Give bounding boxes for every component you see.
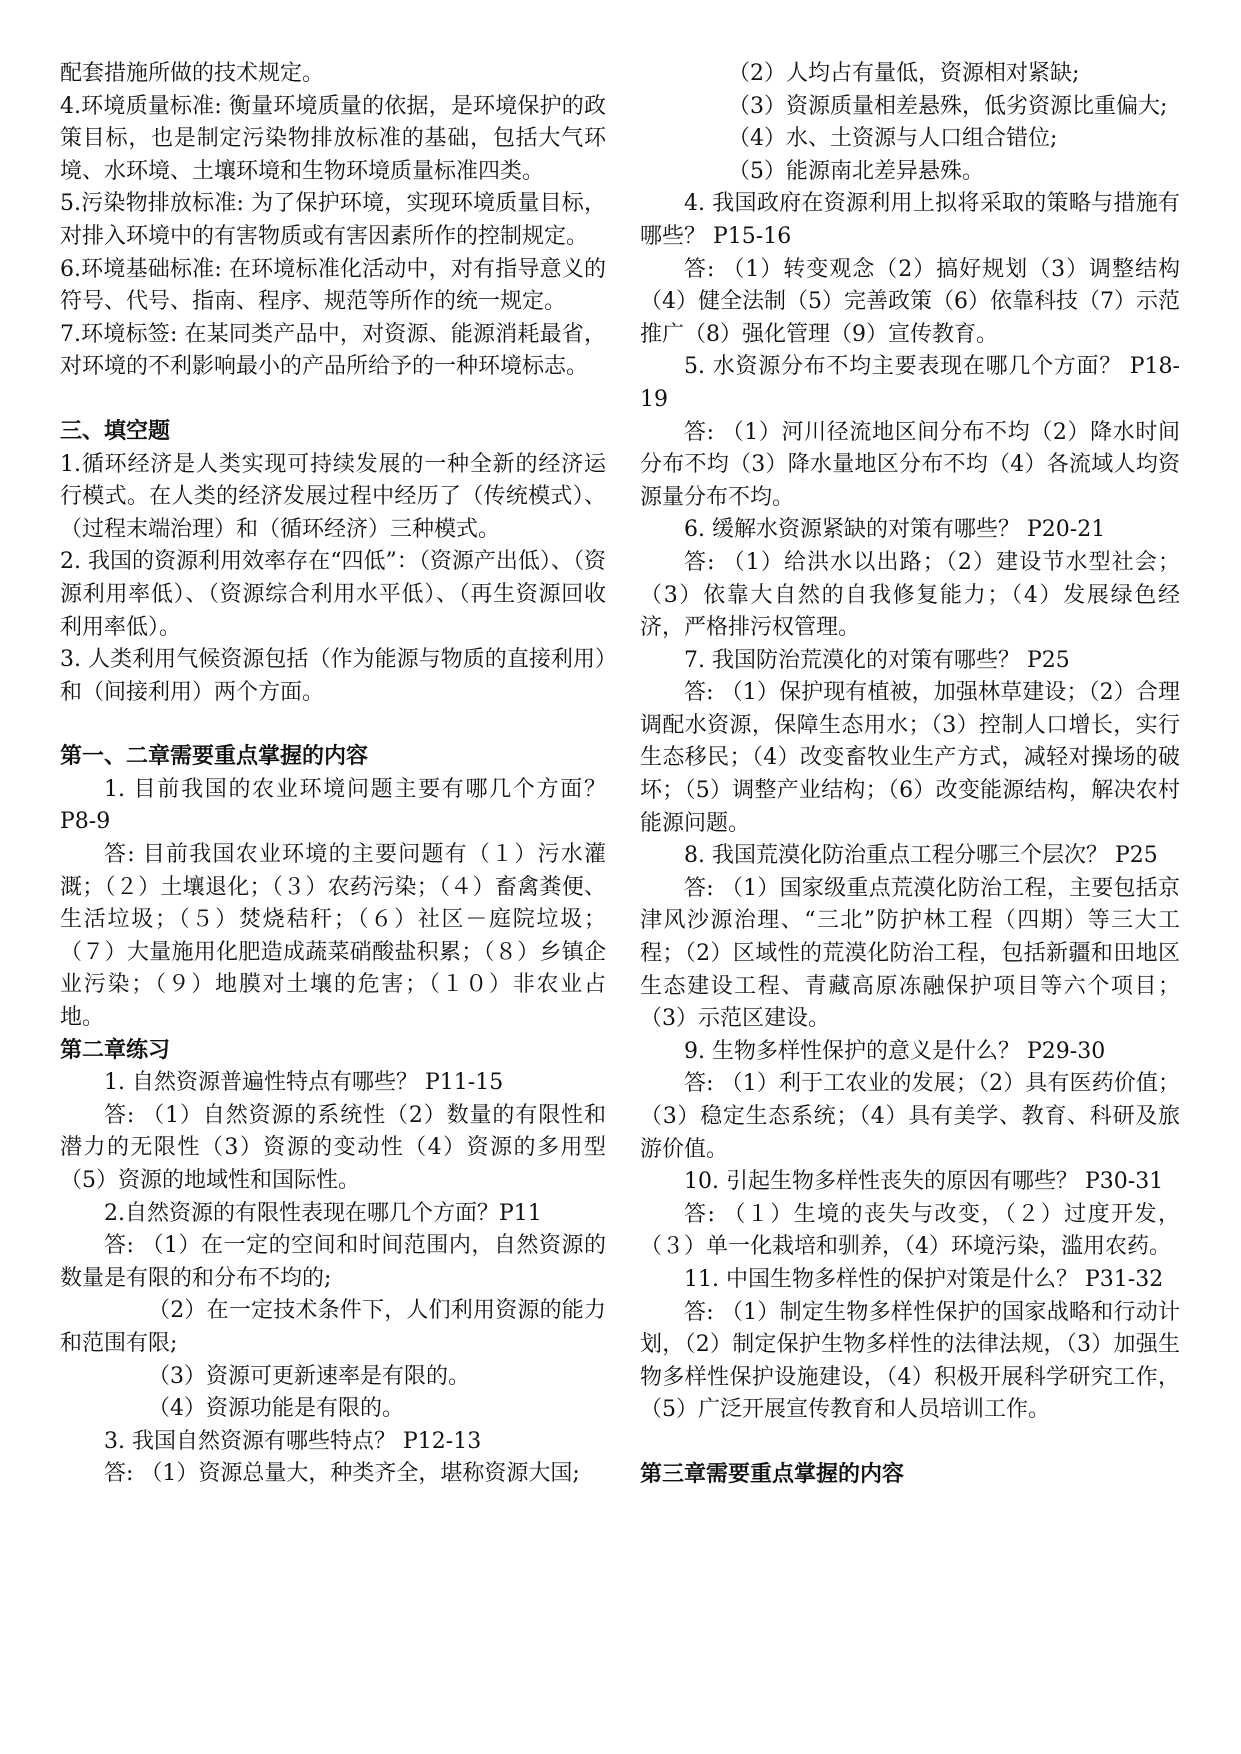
paragraph: （3）资源可更新速率是有限的。 <box>148 1363 470 1389</box>
paragraph: 答: （1）资源总量大，种类齐全，堪称资源大国; <box>104 1461 580 1487</box>
paragraph: 3. 人类利用气候资源包括（作为能源与物质的直接利用）和（间接利用）两个方面。 <box>60 647 606 705</box>
paragraph: （5）能源南北差异悬殊。 <box>728 158 984 184</box>
paragraph: 4.环境质量标准: 衡量环境质量的依据，是环境保护的政策目标，也是制定污染物排放标准的基础，包括大气环境、水环境、土壤环境和生物环境质量标准四类。 <box>60 93 606 184</box>
paragraph: 答: （1）自然资源的系统性（2）数量的有限性和潜力的无限性（3）资源的变动性（4）资源的多用型（5）资源的地域性和国际性。 <box>60 1102 606 1193</box>
paragraph: 5. 水资源分布不均主要表现在哪几个方面？ P18-19 <box>640 354 1180 412</box>
paragraph: 答: （１）生境的丧失与改变，（２）过度开发，（３）单一化栽培和驯养，（4）环境污染，滥用农药。 <box>640 1201 1180 1260</box>
paragraph: 1. 目前我国的农业环境问题主要有哪几个方面？ P8-9 <box>60 776 606 835</box>
paragraph: 10. 引起生物多样性丧失的原因有哪些？ P30-31 <box>684 1169 1164 1195</box>
paragraph: 5.污染物排放标准: 为了保护环境，实现环境质量目标，对排入环境中的有害物质或有害因素所作的控制规定。 <box>60 191 606 249</box>
paragraph: （3）资源质量相差悬殊，低劣资源比重偏大; <box>728 93 1168 119</box>
paragraph: 答: 目前我国农业环境的主要问题有（１）污水灌溉；（２）土壤退化；（３）农药污染；（４）畜禽粪便、生活垃圾；（５）焚烧秸秆；（６）社区－庭院垃圾；（７）大量施用化肥造成蔬菜硝酸盐积累；（８）乡镇企业污染；（９）地膜对土壤的危害；（１０）非农业占地。 <box>60 842 606 1031</box>
paragraph: 2. 我国的资源利用效率存在“四低”：（资源产出低）、（资源利用率低）、（资源综合利用水平低）、（再生资源回收利用率低）。 <box>60 549 606 640</box>
left-column <box>60 58 606 1491</box>
paragraph: 1. 自然资源普遍性特点有哪些？ P11-15 <box>104 1070 504 1096</box>
paragraph: （4）水、土资源与人口组合错位; <box>728 126 1058 152</box>
spacer <box>60 709 606 741</box>
spacer <box>60 384 606 416</box>
paragraph: 6.环境基础标准: 在环境标准化活动中，对有指导意义的符号、代号、指南、程序、规范等所作的统一规定。 <box>60 256 606 315</box>
section-heading: 第三章需要重点掌握的内容 <box>640 1461 905 1487</box>
paragraph: 11. 中国生物多样性的保护对策是什么？ P31-32 <box>684 1266 1164 1292</box>
paragraph: 答: （1）河川径流地区间分布不均（2）降水时间分布不均（3）降水量地区分布不均（4）各流域人均资源量分布不均。 <box>640 419 1180 510</box>
paragraph: 3. 我国自然资源有哪些特点？ P12-13 <box>104 1428 482 1454</box>
paragraph: 答: （1）利于工农业的发展；（2）具有医药价值；（3）稳定生态系统；（4）具有美学、教育、科研及旅游价值。 <box>640 1071 1180 1162</box>
paragraph: 7.环境标签: 在某同类产品中，对资源、能源消耗最省，对环境的不利影响最小的产品所给予的一种环境标志。 <box>60 321 606 380</box>
paragraph: 6. 缓解水资源紧缺的对策有哪些？ P20-21 <box>684 517 1106 543</box>
paragraph: 4. 我国政府在资源利用上拟将采取的策略与措施有哪些？ P15-16 <box>640 191 1180 249</box>
section-heading: 第一、二章需要重点掌握的内容 <box>60 744 369 770</box>
section-heading: 三、填空题 <box>60 418 171 444</box>
paragraph: 9. 生物多样性保护的意义是什么？ P29-30 <box>684 1038 1106 1064</box>
section-heading: 第二章练习 <box>60 1037 171 1063</box>
paragraph: （2）人均占有量低，资源相对紧缺; <box>728 61 1080 86</box>
paragraph: 答: （1）转变观念（2）搞好规划（3）调整结构（4）健全法制（5）完善政策（6）依靠科技（7）示范推广（8）强化管理（9）宣传教育。 <box>640 256 1180 347</box>
paragraph: 答: （1）保护现有植被，加强林草建设；（2）合理调配水资源，保障生态用水；（3）控制人口增长，实行生态移民；（4）改变畜牧业生产方式，减轻对操场的破坏；（5）调整产业结构；（6）改变能源结构，解决农村能源问题。 <box>640 680 1180 836</box>
paragraph: 答: （1）制定生物多样性保护的国家战略和行动计划，（2）制定保护生物多样性的法律法规，（3）加强生物多样性保护设施建设，（4）积极开展科学研究工作，（5）广泛开展宣传教育和人员培训工作。 <box>640 1299 1180 1423</box>
paragraph: 7. 我国防治荒漠化的对策有哪些？ P25 <box>684 647 1070 673</box>
paragraph: 答: （1）国家级重点荒漠化防治工程，主要包括京津风沙源治理、“三北”防护林工程（四期）等三大工程；（2）区域性的荒漠化防治工程，包括新疆和田地区生态建设工程、青藏高原冻融保护项目等六个项目；（3）示范区建设。 <box>640 875 1180 1032</box>
paragraph: 答: （1）在一定的空间和时间范围内，自然资源的数量是有限的和分布不均的; <box>60 1233 606 1291</box>
paragraph: （4）资源功能是有限的。 <box>148 1396 404 1422</box>
spacer <box>640 1427 1180 1459</box>
paragraph: 1.循环经济是人类实现可持续发展的一种全新的经济运行模式。在人类的经济发展过程中经历了（传统模式）、（过程末端治理）和（循环经济）三种模式。 <box>60 451 606 542</box>
paragraph: （2）在一定技术条件下，人们利用资源的能力和范围有限; <box>60 1298 606 1356</box>
paragraph: 答: （1）给洪水以出路；（2）建设节水型社会；（3）依靠大自然的自我修复能力；（4）发展绿色经济，严格排污权管理。 <box>640 549 1180 641</box>
paragraph: 2.自然资源的有限性表现在哪几个方面？P11 <box>104 1200 542 1226</box>
paragraph: 配套措施所做的技术规定。 <box>60 61 325 86</box>
paragraph: 8. 我国荒漠化防治重点工程分哪三个层次？ P25 <box>684 843 1158 869</box>
right-column <box>640 58 1180 1492</box>
